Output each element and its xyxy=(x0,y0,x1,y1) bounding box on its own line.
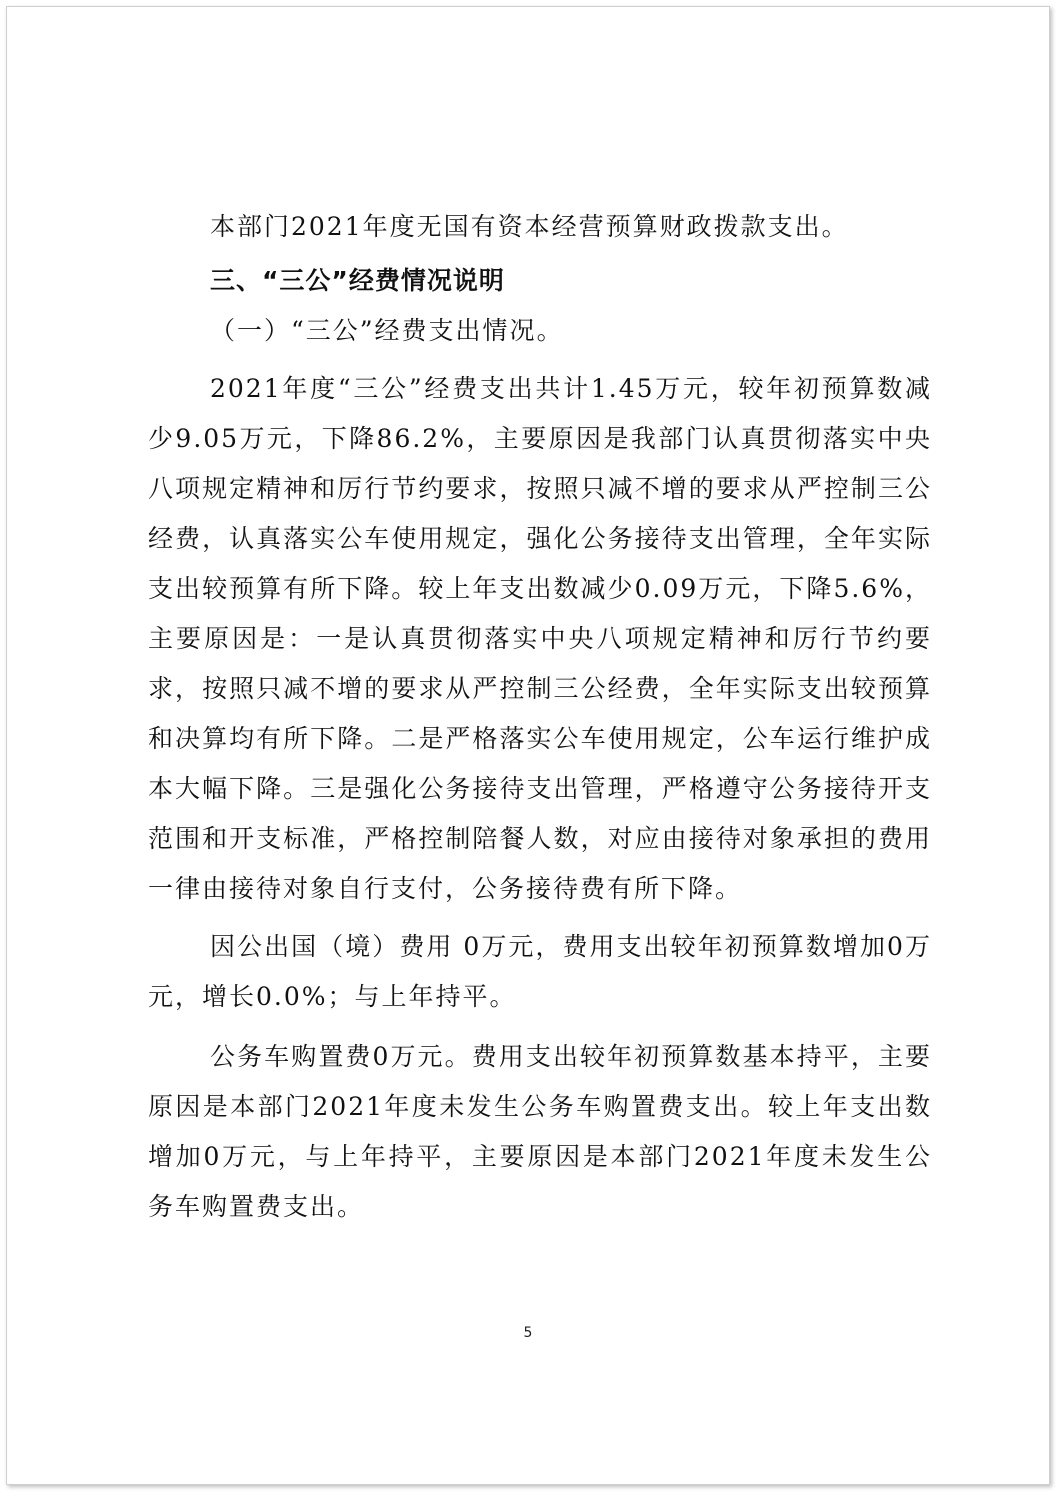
subsection-heading-expense-overview: （一）“三公”经费支出情况。 xyxy=(210,316,564,345)
paragraph-vehicle-purchase: 公务车购置费0万元。费用支出较年初预算数基本持平，主要原因是本部门2021年度未发生公务车购置费支出。较上年支出数增加0万元，与上年持平，主要原因是本部门2021年度未发生公务车购置费支出。 xyxy=(148,1042,932,1221)
paragraph-intro: 本部门2021年度无国有资本经营预算财政拨款支出。 xyxy=(210,212,849,241)
section-heading-three-public-expenses: 三、“三公”经费情况说明 xyxy=(210,266,505,295)
page-number: 5 xyxy=(523,1325,533,1341)
paragraph-overseas-travel: 因公出国（境）费用 0万元，费用支出较年初预算数增加0万元，增长0.0%；与上年持平。 xyxy=(148,932,932,1011)
paragraph-total-expenses: 2021年度“三公”经费支出共计1.45万元，较年初预算数减少9.05万元，下降86.2%，主要原因是我部门认真贯彻落实中央八项规定精神和厉行节约要求，按照只减不增的要求从严控制三公经费，认真落实公车使用规定，强化公务接待支出管理，全年实际支出较预算有所下降。较上年支出数减少0.09万元，下降5.6%，主要原因是：一是认真贯彻落实中央八项规定精神和厉行节约要求，按照只减不增的要求从严控制三公经费，全年实际支出较预算和决算均有所下降。二是严格落实公车使用规定，公车运行维护成本大幅下降。三是强化公务接待支出管理，严格遵守公务接待开支范围和开支标准，严格控制陪餐人数，对应由接待对象承担的费用一律由接待对象自行支付，公务接待费有所下降。 xyxy=(148,374,932,903)
document-page xyxy=(6,6,1050,1485)
document-body xyxy=(148,202,932,1232)
